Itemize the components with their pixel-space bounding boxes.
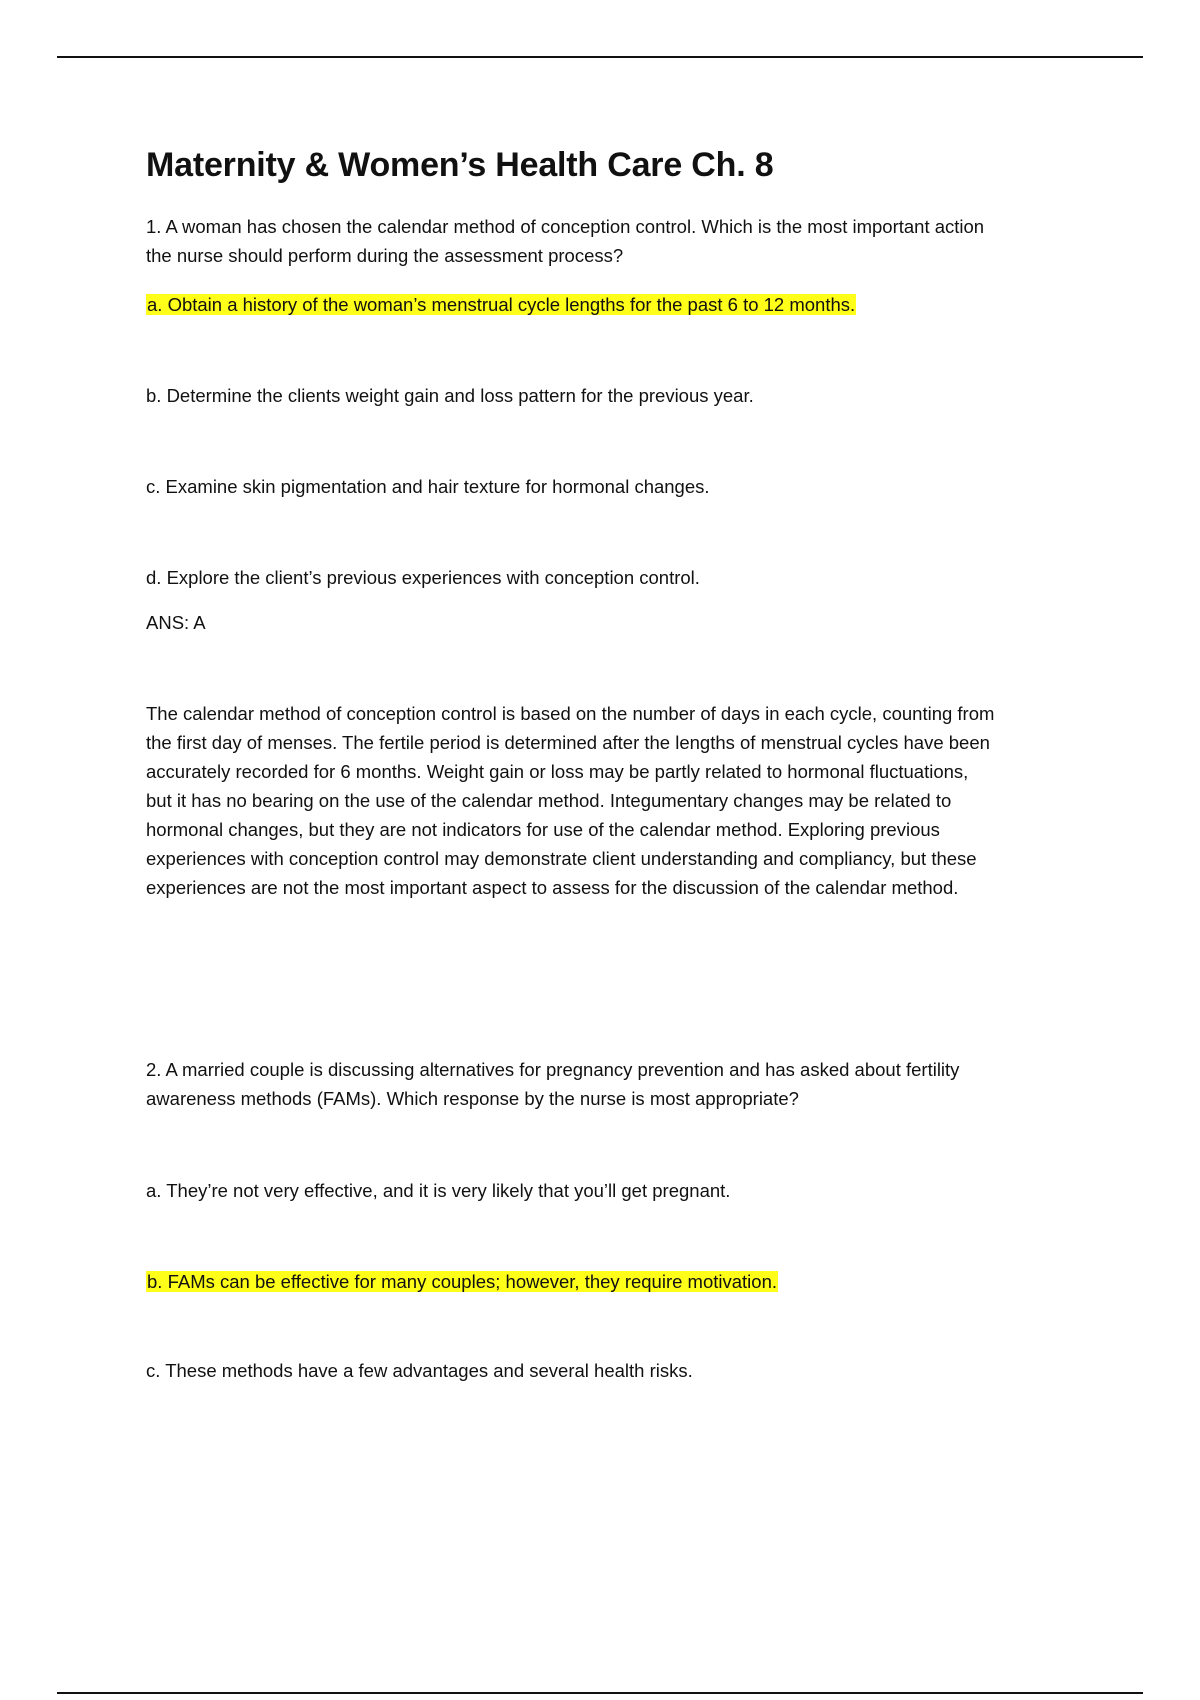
question-2-stem-line: awareness methods (FAMs). Which response by the nurse is most appropriate?	[146, 1088, 799, 1109]
question-1-stem-line: the nurse should perform during the assessment process?	[146, 245, 624, 266]
rationale-line: the first day of menses. The fertile period is determined after the lengths of menstrual cycles have been	[146, 732, 990, 753]
question-1-option-d: d. Explore the client’s previous experiences with conception control.	[146, 567, 700, 588]
question-2-option-c: c. These methods have a few advantages and several health risks.	[146, 1360, 693, 1381]
rationale-line: experiences with conception control may demonstrate client understanding and compliancy, but these	[146, 848, 977, 869]
rationale-line: experiences are not the most important aspect to assess for the discussion of the calendar method.	[146, 877, 959, 898]
question-1-rationale	[146, 699, 994, 902]
question-1-answer: ANS: A	[146, 612, 206, 633]
question-2-stem-line: 2. A married couple is discussing alternatives for pregnancy prevention and has asked about fertility	[146, 1059, 960, 1080]
question-1-stem	[146, 212, 984, 270]
question-2-stem	[146, 1055, 959, 1113]
rationale-line: but it has no bearing on the use of the calendar method. Integumentary changes may be related to	[146, 790, 952, 811]
top-rule	[57, 56, 1143, 58]
question-1-option-a	[146, 290, 856, 319]
highlighted-answer: b. FAMs can be effective for many couples; however, they require motivation.	[147, 1271, 778, 1292]
question-1-option-c: c. Examine skin pigmentation and hair texture for hormonal changes.	[146, 476, 710, 497]
bottom-rule	[57, 1692, 1143, 1694]
question-2-option-b	[146, 1267, 778, 1296]
question-1-stem-line: 1. A woman has chosen the calendar method of conception control. Which is the most important action	[146, 216, 985, 237]
rationale-line: accurately recorded for 6 months. Weight gain or loss may be partly related to hormonal fluctuations,	[146, 761, 969, 782]
rationale-line: The calendar method of conception control is based on the number of days in each cycle, counting from	[146, 703, 995, 724]
document-title: Maternity & Women’s Health Care Ch. 8	[146, 146, 774, 184]
question-1-option-b: b. Determine the clients weight gain and loss pattern for the previous year.	[146, 385, 754, 406]
rationale-line: hormonal changes, but they are not indicators for use of the calendar method. Exploring previous	[146, 819, 940, 840]
question-2-option-a: a. They’re not very effective, and it is very likely that you’ll get pregnant.	[146, 1180, 731, 1201]
highlighted-answer: a. Obtain a history of the woman’s menstrual cycle lengths for the past 6 to 12 months.	[147, 294, 856, 315]
